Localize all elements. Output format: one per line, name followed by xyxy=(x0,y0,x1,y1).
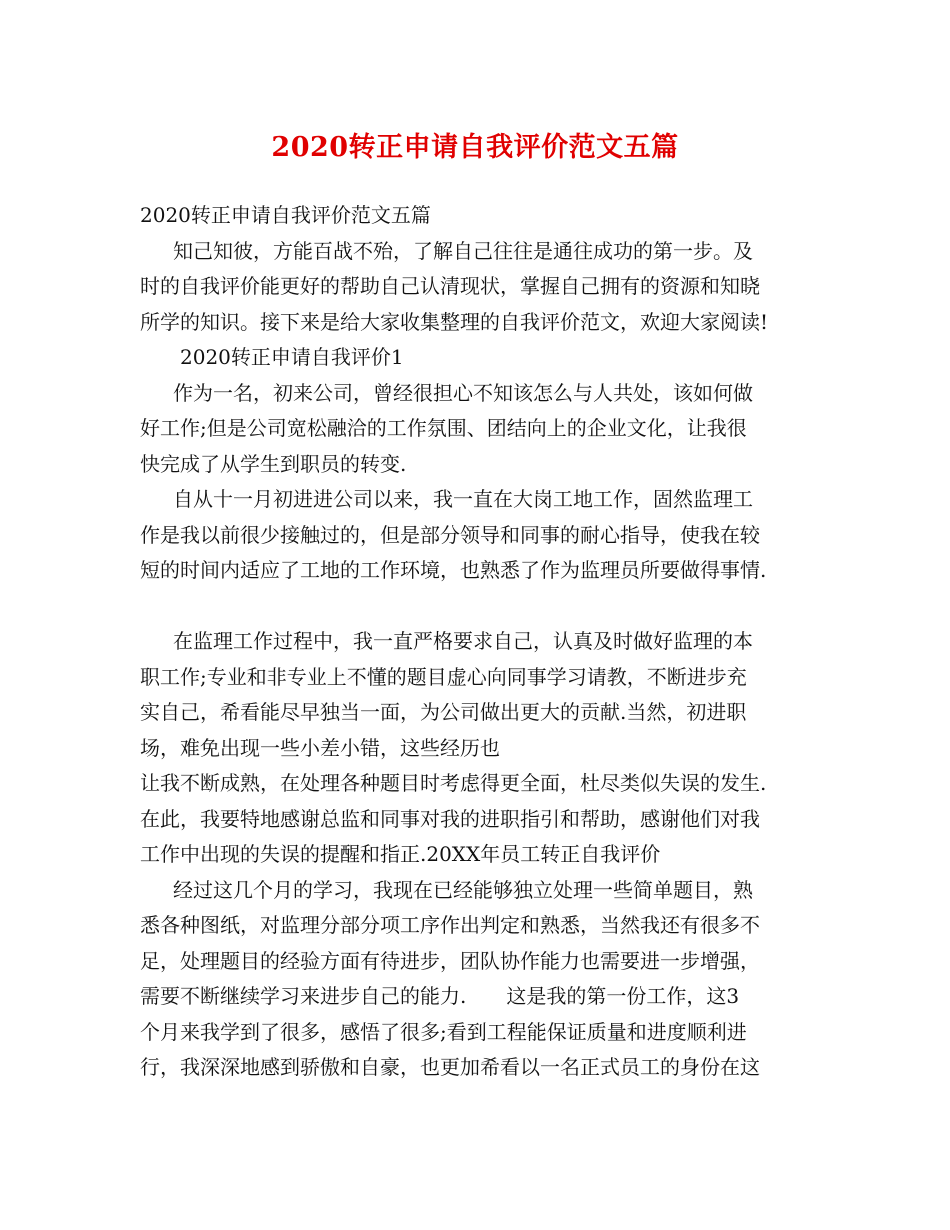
body-line: 实自己，希看能尽早独当一面，为公司做出更大的贡献.当然，初进职 xyxy=(140,700,747,724)
body-line: 工作中出现的失误的提醒和指正.20XX年员工转正自我评价 xyxy=(140,842,661,866)
body-line: 场，难免出现一些小差小错，这些经历也 xyxy=(140,735,500,760)
body-line: 让我不断成熟，在处理各种题目时考虑得更全面，杜尽类似失误的发生. xyxy=(140,771,767,795)
body-line: 短的时间内适应了工地的工作环境，也熟悉了作为监理员所要做得事情. xyxy=(140,558,767,582)
body-line: 好工作;但是公司宽松融洽的工作氛围、团结向上的企业文化，让我很 xyxy=(140,416,747,440)
body-line: 职工作;专业和非专业上不懂的题目虚心向同事学习请教，不断进步充 xyxy=(140,664,747,689)
section-heading: 2020转正申请自我评价1 xyxy=(180,345,404,369)
blank-line xyxy=(140,589,830,625)
body-line: 在监理工作过程中，我一直严格要求自己，认真及时做好监理的本 xyxy=(173,629,753,653)
body-line: 需要不断继续学习来进步自己的能力. 这是我的第一份工作，这3 xyxy=(140,984,740,1008)
body-line: 经过这几个月的学习，我现在已经能够独立处理一些简单题目，熟 xyxy=(173,877,753,902)
body-line: 在此，我要特地感谢总监和同事对我的进职指引和帮助，感谢他们对我 xyxy=(140,806,760,831)
document-title: 2020转正申请自我评价范文五篇 xyxy=(271,132,679,163)
document-body xyxy=(140,198,830,1086)
body-line: 作为一名，初来公司，曾经很担心不知该怎么与人共处，该如何做 xyxy=(173,380,753,405)
body-line: 作是我以前很少接触过的，但是部分领导和同事的耐心指导，使我在较 xyxy=(140,522,760,547)
body-line: 悉各种图纸，对监理分部分项工序作出判定和熟悉，当然我还有很多不 xyxy=(140,913,760,937)
body-line: 快完成了从学生到职员的转变. xyxy=(140,451,407,476)
body-line: 足，处理题目的经验方面有待进步，团队协作能力也需要进一步增强， xyxy=(140,948,760,973)
body-line: 2020转正申请自我评价范文五篇 xyxy=(140,203,431,227)
body-line: 知己知彼，方能百战不殆，了解自己往往是通往成功的第一步。及 xyxy=(173,238,753,263)
body-line: 时的自我评价能更好的帮助自己认清现状，掌握自己拥有的资源和知晓 xyxy=(140,274,760,298)
body-line: 行，我深深地感到骄傲和自豪，也更加希看以一名正式员工的身份在这 xyxy=(140,1055,760,1079)
body-line: 所学的知识。接下来是给大家收集整理的自我评价范文，欢迎大家阅读! xyxy=(140,309,769,334)
body-line: 自从十一月初进进公司以来，我一直在大岗工地工作，固然监理工 xyxy=(173,487,753,511)
body-line: 个月来我学到了很多，感悟了很多;看到工程能保证质量和进度顺利进 xyxy=(140,1019,747,1044)
